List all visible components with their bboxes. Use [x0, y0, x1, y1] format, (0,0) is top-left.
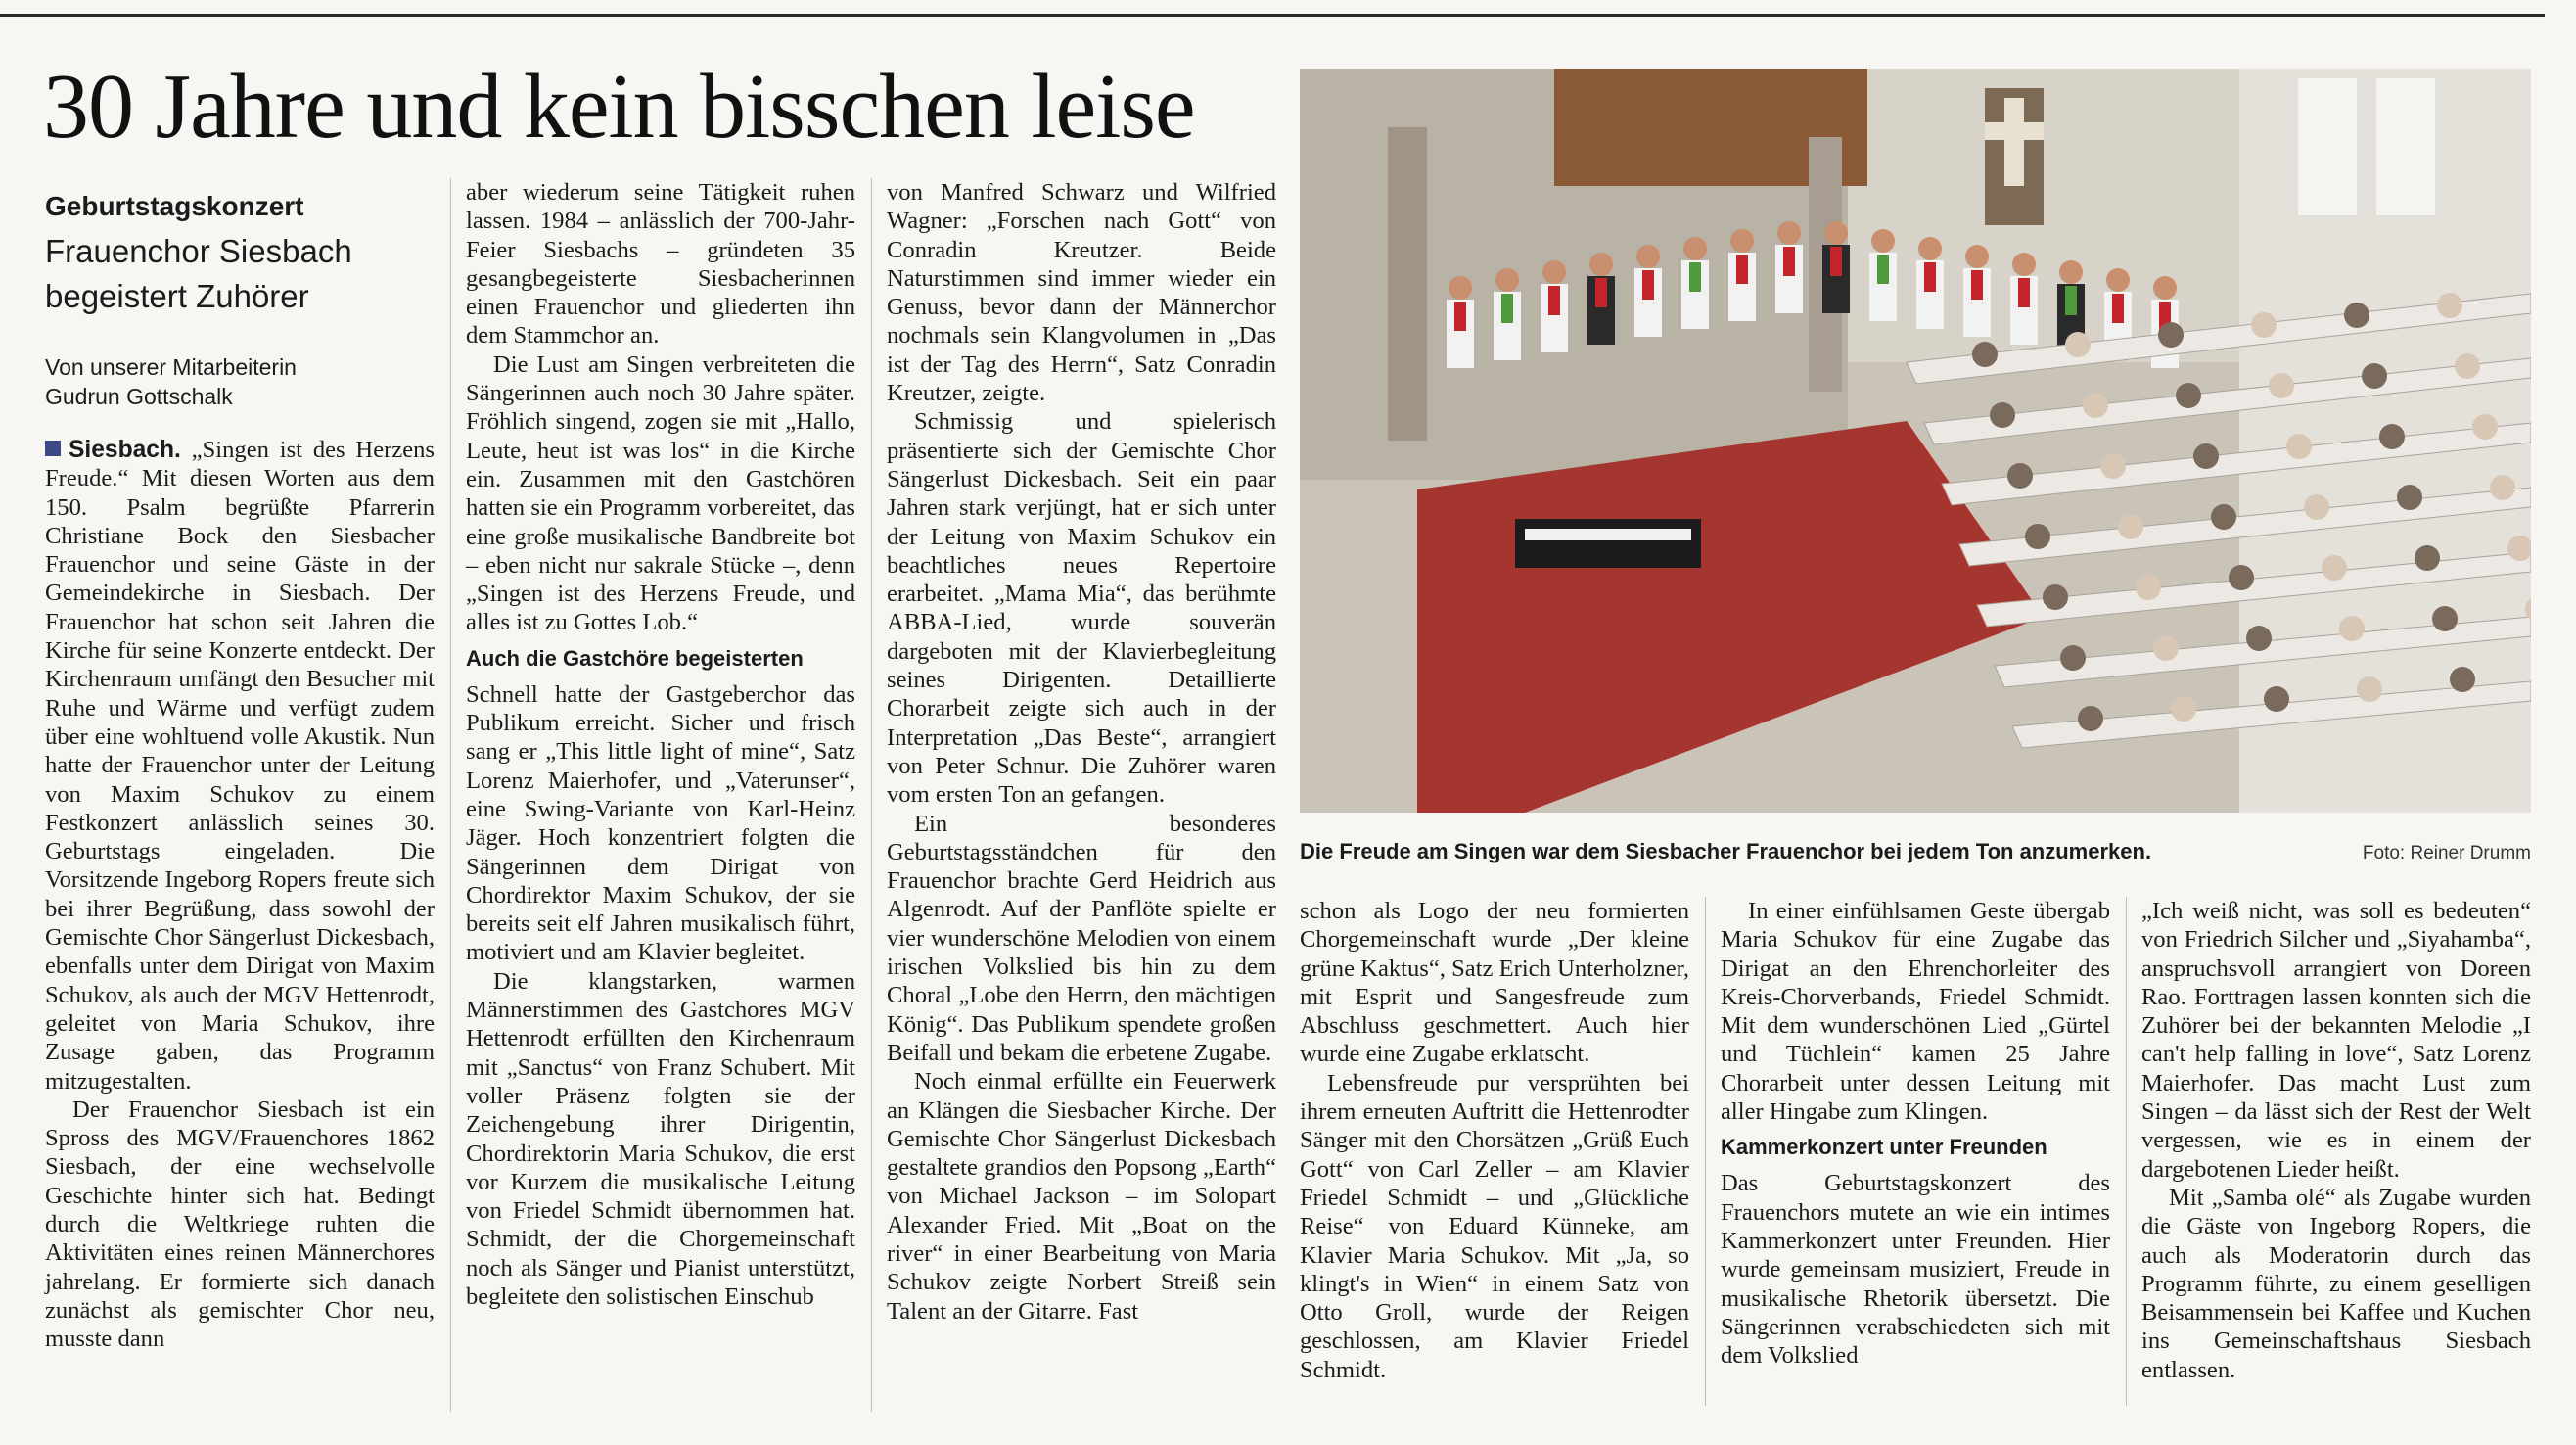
singer-head	[1495, 268, 1519, 292]
audience-head	[2193, 443, 2219, 469]
photo-credit: Foto: Reiner Drumm	[2362, 843, 2531, 863]
singer-head	[1636, 245, 1660, 268]
singer-scarf	[1924, 262, 1936, 292]
audience-head	[2083, 393, 2108, 418]
paragraph: Ein besonderes Geburtstagsständchen für den Frauenchor brachte Gerd Heidrich aus Algenrodt. Auf der Panflöte spielte er vier wunderschöne Melodien von einem irischen Volkslied bis hin zu dem Choral „Lobe den Herrn, den mächtigen König“. Das Publikum spendete großen Beifall und bekam die erbetene Zugabe.	[887, 810, 1276, 1066]
paragraph: Noch einmal erfüllte ein Feuerwerk an Klängen die Siesbacher Kirche. Der Gemischte Chor Sängerlust Dickesbach gestaltete grandios den Popsong „Earth“ von Michael Jackson – im Solopart Alexander Fried. Mit „Boat on the river“ in einer Bearbeitung von Maria Schukov zeigte Norbert Streiß sein Talent an der Gitarre. Fast	[887, 1068, 1276, 1325]
column-divider	[1705, 897, 1706, 1406]
audience-head	[2078, 706, 2103, 731]
audience-head	[2362, 363, 2387, 389]
audience-head	[2269, 373, 2294, 398]
audience-head	[2211, 504, 2236, 530]
singer-scarf	[1971, 270, 1983, 300]
singer-scarf	[1877, 255, 1889, 284]
section-heading: Auch die Gastchöre begeisterten	[466, 645, 804, 671]
audience-head	[2264, 686, 2289, 712]
article-column-4	[1300, 897, 1689, 1384]
article-column-1	[45, 436, 435, 1354]
audience-head	[2344, 303, 2369, 328]
paragraph	[45, 436, 435, 1095]
singer-head	[1542, 260, 1566, 284]
paragraph: schon als Logo der neu formierten Chorgemeinschaft wurde „Der kleine grüne Kaktus“, Satz Erich Unterholzner, mit Esprit und Sangesfreude zum Abschluss geschmettert. Auch hier wurde eine Zugabe erklatscht.	[1300, 898, 1689, 1068]
column-divider	[871, 178, 872, 1412]
article-column-6	[2141, 897, 2531, 1384]
audience-head	[2060, 645, 2086, 671]
paragraph: Die Lust am Singen verbreiteten die Sängerinnen auch noch 30 Jahre später. Fröhlich singend, zogen sie mit „Hallo, Leute, heut ist was los“ in die Kirche ein. Zusammen mit den Gastchören hatten sie ein Programm vorbereitet, das eine große musikalische Bandbreite bot – eben nicht nur sakrale Stücke –, denn „Singen ist des Herzens Freude, und alles ist zu Gottes Lob.“	[466, 350, 855, 636]
singer-scarf	[2112, 294, 2124, 323]
singer-scarf	[1783, 247, 1795, 276]
paragraph: In einer einfühlsamen Geste übergab Maria Schukov für eine Zugabe das Dirigat an den Ehrenchorleiter des Kreis-Chorverbands, Friedel Schmidt. Mit dem wunderschönen Lied „Gürtel und Tüchlein“ kamen 25 Jahre Chorarbeit unter dessen Leitung mit aller Hingabe zum Klingen.	[1721, 898, 2110, 1126]
paragraph: Lebensfreude pur versprühten bei ihrem erneuten Auftritt die Hettenrodter Sänger mit den Chorsätzen „Grüß Euch Gott“ von Carl Zeller – am Klavier Friedel Schmidt – und „Glückliche Reise“ von Eduard Künneke, am Klavier Maria Schukov. Mit „Ja, so klingt's in Wien“ in einem Satz von Otto Groll, wurde der Reigen geschlossen, am Klavier Friedel Schmidt.	[1300, 1069, 1689, 1383]
audience-head	[2286, 434, 2312, 459]
audience-head	[2118, 514, 2143, 539]
singer-head	[2059, 260, 2083, 284]
audience-head	[2229, 565, 2254, 590]
photo-caption: Die Freude am Singen war dem Siesbacher Frauenchor bei jedem Ton anzumerken.	[1300, 839, 2152, 863]
window	[2298, 78, 2357, 215]
singer-head	[1965, 245, 1989, 268]
audience-head	[2176, 383, 2201, 408]
singer-head	[1589, 253, 1613, 276]
audience-head	[1972, 342, 1998, 367]
top-rule	[0, 14, 2545, 17]
keyboard-piano	[1515, 519, 1701, 568]
audience-head	[2246, 626, 2272, 651]
singer-head	[2012, 253, 2036, 276]
window	[2376, 78, 2435, 215]
audience-head	[2251, 312, 2277, 338]
audience-head	[2357, 676, 2382, 702]
church-concert-illustration	[1300, 69, 2531, 813]
audience-head	[2472, 414, 2498, 440]
audience-head	[2379, 424, 2405, 449]
paragraph: Schnell hatte der Gastgeberchor das Publikum erreicht. Sicher und frisch sang er „This little light of mine“, Satz Lorenz Maierhofer, und „Vaterunser“, eine Swing-Variante von Karl-Heinz Jäger. Hoch konzentriert folgten die Sängerinnen dem Dirigat von Chordirektor Maxim Schukov, der sie bereits seit elf Jahren musikalisch führt, motiviert und am Klavier begleitet.	[466, 680, 855, 966]
singer-scarf	[1548, 286, 1560, 315]
byline-author: Gudrun Gottschalk	[45, 384, 233, 409]
singer-scarf	[1454, 302, 1466, 331]
byline-role: Von unserer Mitarbeiterin	[45, 354, 297, 380]
audience-head	[2432, 606, 2458, 631]
cross-icon	[2004, 98, 2024, 186]
singer-scarf	[1642, 270, 1654, 300]
dateline: Siesbach.	[69, 437, 181, 463]
audience-head	[2100, 453, 2126, 479]
audience-head	[2136, 575, 2161, 600]
headline: 30 Jahre und kein bisschen leise	[43, 56, 1195, 158]
concert-photo	[1300, 69, 2531, 813]
cross-icon	[1985, 122, 2044, 140]
singer-scarf	[1501, 294, 1513, 323]
singer-head	[1683, 237, 1707, 260]
audience-head	[2455, 353, 2480, 379]
audience-head	[2322, 555, 2347, 581]
audience-head	[2437, 293, 2462, 318]
singer-head	[1730, 229, 1754, 253]
paragraph: Der Frauenchor Siesbach ist ein Spross des MGV/Frauenchores 1862 Siesbach, der eine wechselvolle Geschichte hinter sich hat. Bedingt durch die Weltkriege ruhten die Aktivitäten eines reinen Männerchores jahrelang. Er formierte sich danach zunächst als gemischter Chor neu, musste dann	[45, 1095, 435, 1353]
singer-head	[2106, 268, 2130, 292]
paragraph-text: „Singen ist des Herzens Freude.“ Mit diesen Worten aus dem 150. Psalm begrüßte Pfarrerin Christiane Bock den Siesbacher Frauenchor und seine Gäste in der Gemeindekirche in Siesbach. Der Frauenchor hat schon seit Jahren die Kirche für seine Konzerte entdeckt. Der Kirchenraum umfängt den Besucher mit Ruhe und Wärme und verfügt zudem über eine wohltuend volle Akustik. Nun hatte der Frauenchor unter der Leitung von Maxim Schukov zu einem Festkonzert anlässlich seines 30. Geburtstags eingeladen. Die Vorsitzende Ingeborg Ropers freute sich bei ihrer Begrüßung, dass sowohl der Gemischte Chor Sängerlust Dickesbach, ebenfalls unter dem Dirigat von Maxim Schukov, als auch der MGV Hettenrodt, geleitet von Maria Schukov, ihre Zusage gaben, das Programm mitzugestalten.	[45, 437, 435, 1095]
singer-scarf	[1689, 262, 1701, 292]
audience-head	[2490, 475, 2515, 500]
singer-head	[2153, 276, 2177, 300]
singer-head	[1918, 237, 1942, 260]
singer-scarf	[1830, 247, 1842, 276]
singer-scarf	[1736, 255, 1748, 284]
audience-head	[2065, 332, 2091, 357]
audience-head	[2450, 667, 2475, 692]
piano-keys	[1525, 529, 1691, 540]
paragraph: Das Geburtstagskonzert des Frauenchors mutete an wie ein intimes Kammerkonzert unter Freunden. Hier wurde gemeinsam musiziert, Freude in musikalische Rhetorik übersetzt. Die Sängerinnen verabschiedeten sich mit dem Volkslied	[1721, 1170, 2110, 1370]
paragraph: aber wiederum seine Tätigkeit ruhen lassen. 1984 – anlässlich der 700-Jahr-Feier Siesbachs – gründeten 35 gesangbegeisterte Siesbacherinnen einen Frauenchor und gliederten ihn dem Stammchor an.	[466, 179, 855, 350]
audience-head	[2153, 635, 2179, 661]
paragraph: Mit „Samba olé“ als Zugabe wurden die Gäste von Ingeborg Ropers, die auch als Moderatorin durch das Programm führte, zu einem geselligen Beisammensein bei Kaffee und Kuchen ins Gemeinschaftshaus Siesbach entlassen.	[2141, 1184, 2531, 1383]
singer-scarf	[2018, 278, 2030, 307]
audience-head	[2043, 584, 2068, 610]
section-heading: Kammerkonzert unter Freunden	[1721, 1135, 2047, 1160]
paragraph: Schmissig und spielerisch präsentierte sich der Gemischte Chor Sängerlust Dickesbach. Seit ein paar Jahren stark verjüngt, hat er sich unter der Leitung von Maxim Schukov ein beachtliches neues Repertoire erarbeitet. „Mama Mia“, das berühmte ABBA-Lied, wurde souverän dargeboten mit der Klavierbegleitung seines Dirigenten. Detaillierte Chorarbeit zeigte sich auch in der Interpretation „Das Beste“, arrangiert von Peter Schnur. Die Zuhörer waren vom ersten Ton an gefangen.	[887, 408, 1276, 809]
column-divider	[2126, 897, 2127, 1406]
singer-scarf	[2065, 286, 2077, 315]
byline	[45, 352, 456, 411]
paragraph: von Manfred Schwarz und Wilfried Wagner: „Forschen nach Gott“ von Conradin Kreutzer. Beide Naturstimmen sind immer wieder ein Genuss, bevor dann der Männerchor nochmals sein Klangvolumen in „Das ist der Tag des Herrn“, Satz Conradin Kreutzer, zeigte.	[887, 179, 1276, 407]
singer-head	[1777, 221, 1801, 245]
kicker: Geburtstagskonzert	[45, 191, 304, 221]
paragraph: Die klangstarken, warmen Männerstimmen des Gastchores MGV Hettenrodt erfüllten den Kirchenraum mit „Sanctus“ von Franz Schubert. Mit voller Präsenz folgten sie der Zeichengebung ihrer Dirigentin, Chordirektorin Maria Schukov, die erst vor Kurzem die musikalische Leitung von Friedel Schmidt übernommen hat. Schmidt, der die Chorgemeinschaft noch als Sänger und Pianist unterstützt, begleitete den solistischen Einschub	[466, 967, 855, 1310]
audience-head	[2025, 524, 2050, 549]
paragraph: „Ich weiß nicht, was soll es bedeuten“ von Friedrich Silcher und „Siyahamba“, anspruchsvoll arrangiert von Doreen Rao. Forttragen lassen konnten sich die Zuhörer bei der bekannten Melodie „I can't help falling in love“, Satz Lorenz Maierhofer. Das macht Lust zum Singen – da lässt sich der Rest der Welt vergessen, wie es in einem der dargebotenen Lieder heißt.	[2141, 898, 2531, 1183]
subheadline: Frauenchor Siesbach begeistert Zuhörer	[45, 233, 352, 314]
audience-head	[2397, 485, 2422, 510]
audience-head	[2415, 545, 2440, 571]
audience-head	[2007, 463, 2033, 489]
article-column-3	[887, 178, 1276, 1326]
article-column-5	[1721, 897, 2110, 1370]
singer-head	[1449, 276, 1472, 300]
audience-head	[1990, 402, 2015, 428]
singer-scarf	[1595, 278, 1607, 307]
column-divider	[450, 178, 451, 1412]
bullet-square-icon	[45, 441, 61, 456]
audience-head	[2339, 616, 2365, 641]
singer-head	[1824, 221, 1848, 245]
singer-head	[1871, 229, 1895, 253]
column-pillar	[1388, 127, 1427, 441]
audience-head	[2158, 322, 2184, 348]
audience-head	[2304, 494, 2329, 520]
audience-head	[2171, 696, 2196, 722]
article-column-2	[466, 178, 855, 1311]
